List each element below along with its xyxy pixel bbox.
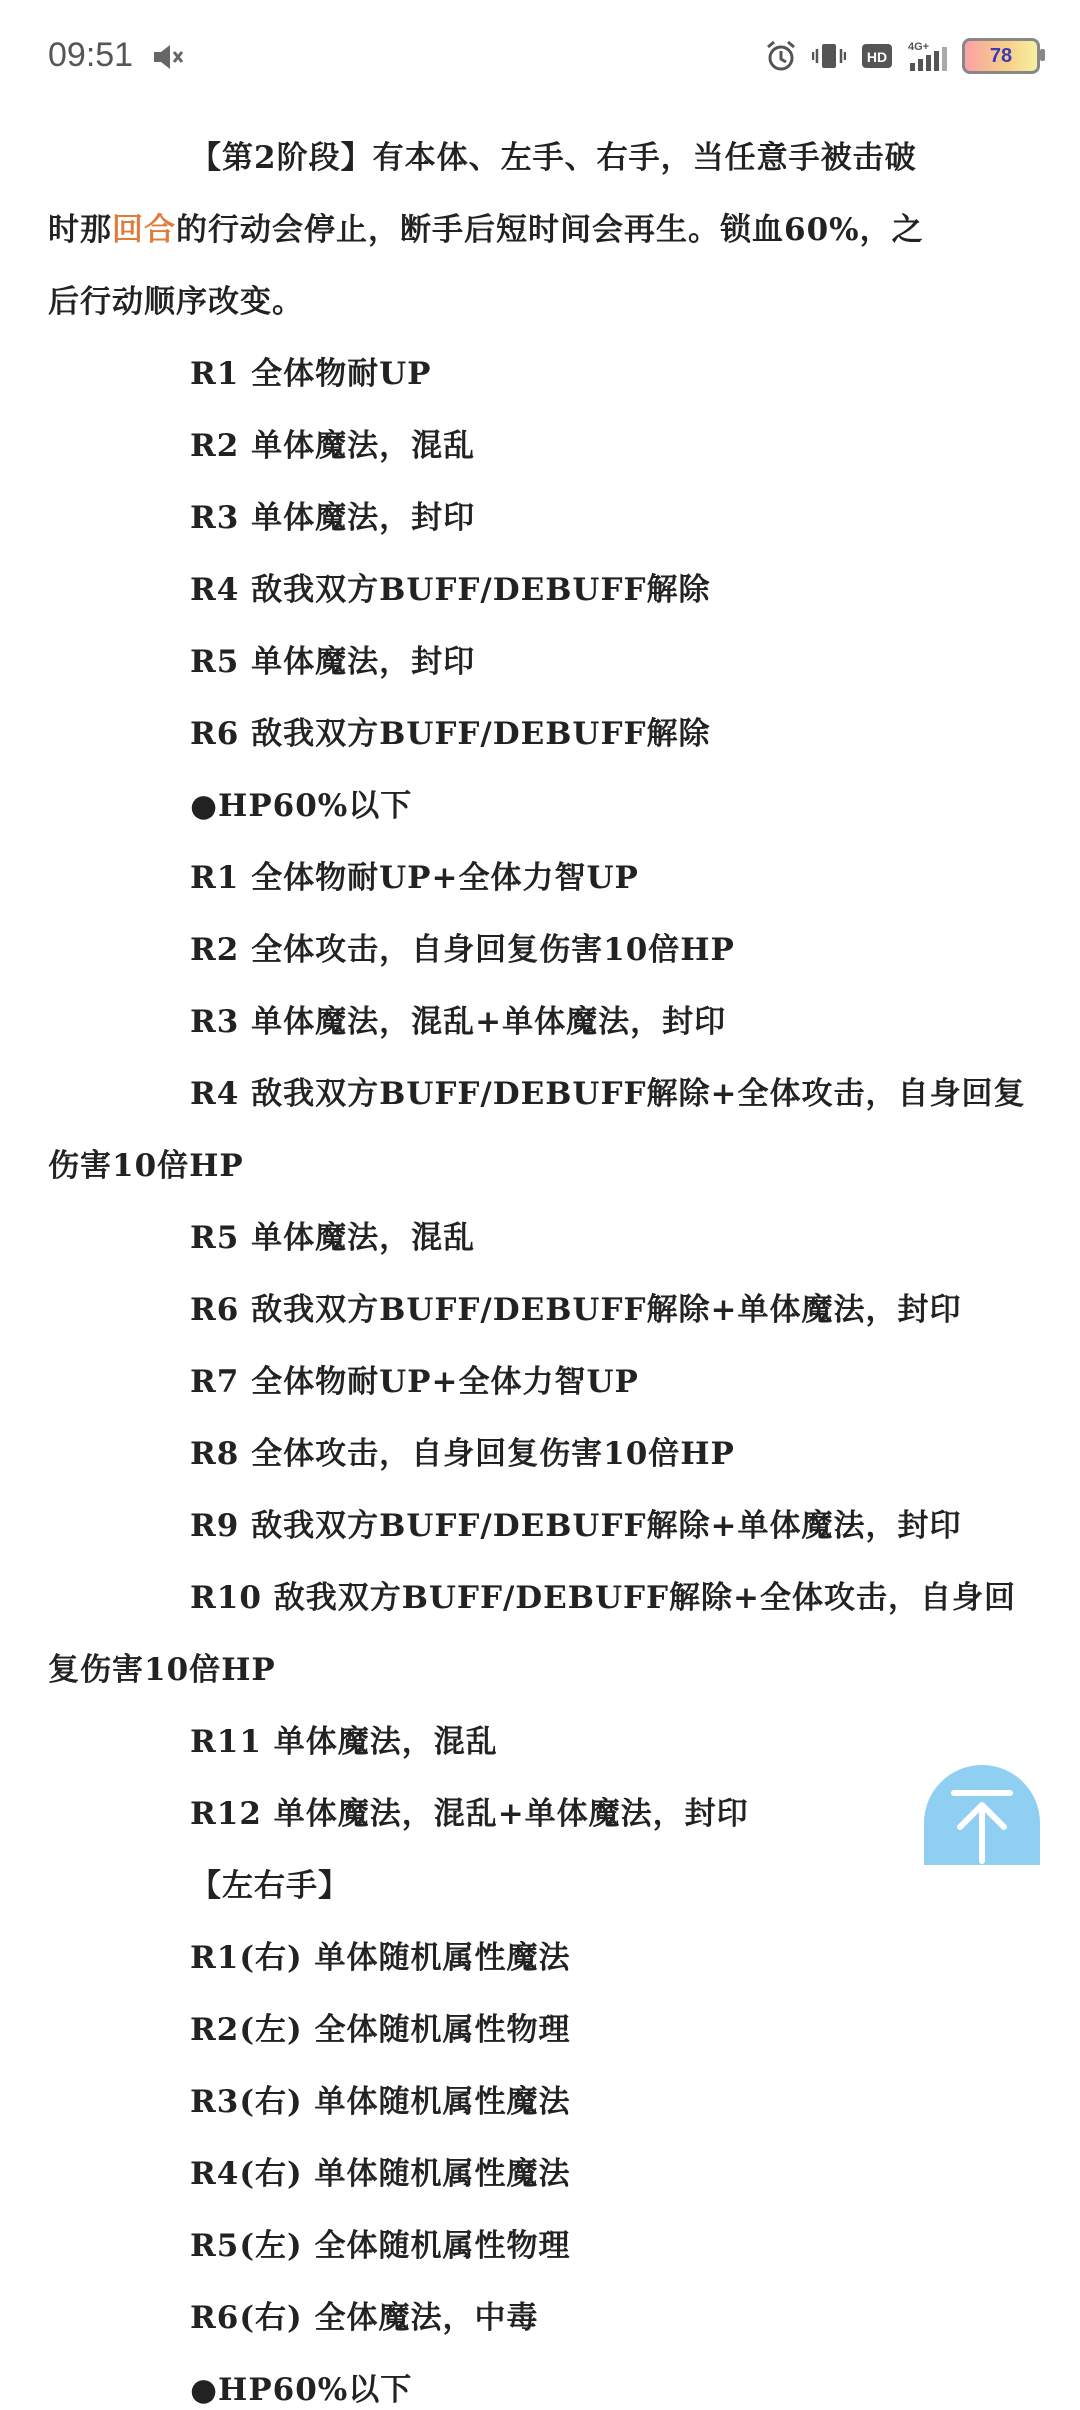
list-item: R3 单体魔法，封印: [190, 500, 476, 536]
list-item: R1 全体物耐UP: [190, 356, 432, 392]
list-item: R4(右) 单体随机属性魔法: [190, 2156, 571, 2192]
list-item: R3 单体魔法，混乱+单体魔法，封印: [190, 1004, 727, 1040]
list-item: R2(左) 全体随机属性物理: [190, 2012, 571, 2048]
list-item-continuation: 复伤害10倍HP: [48, 1652, 276, 1688]
list-item: R2 全体攻击，自身回复伤害10倍HP: [190, 932, 735, 968]
status-bar: [0, 0, 1080, 120]
svg-text:4G+: 4G+: [908, 41, 930, 53]
round-link[interactable]: 回合: [112, 212, 176, 248]
text-segment: 时那: [48, 212, 112, 248]
status-time: 09:51: [48, 36, 134, 74]
paragraph-line: 【第2阶段】有本体、左手、右手，当任意手被击破: [190, 140, 917, 176]
status-icons: [764, 38, 1040, 74]
section-heading: ●HP60%以下: [190, 788, 413, 824]
list-item: R6(右) 全体魔法，中毒: [190, 2300, 539, 2336]
paragraph-line: [48, 210, 924, 250]
list-item: R6 敌我双方BUFF/DEBUFF解除: [190, 716, 711, 752]
section-heading: ●HP60%以下: [190, 2372, 413, 2408]
arrow-up-icon: [924, 1765, 1040, 1865]
hd-icon: [860, 39, 894, 73]
paragraph-line: 后行动顺序改变。: [48, 284, 304, 320]
mute-icon: [150, 40, 184, 74]
list-item: R4 敌我双方BUFF/DEBUFF解除: [190, 572, 711, 608]
list-item: R5 单体魔法，混乱: [190, 1220, 476, 1256]
list-item: R4 敌我双方BUFF/DEBUFF解除+全体攻击，自身回复: [190, 1076, 1026, 1112]
list-item: R6 敌我双方BUFF/DEBUFF解除+单体魔法，封印: [190, 1292, 962, 1328]
alarm-icon: [764, 39, 798, 73]
list-item: R12 单体魔法，混乱+单体魔法，封印: [190, 1796, 749, 1832]
list-item: R3(右) 单体随机属性魔法: [190, 2084, 571, 2120]
list-item: R5 单体魔法，封印: [190, 644, 476, 680]
list-item: R1(右) 单体随机属性魔法: [190, 1940, 571, 1976]
list-item: R9 敌我双方BUFF/DEBUFF解除+单体魔法，封印: [190, 1508, 962, 1544]
svg-text:HD: HD: [866, 49, 888, 65]
battery-level: 78: [989, 44, 1013, 67]
list-item-continuation: 伤害10倍HP: [48, 1148, 244, 1184]
list-item: R1 全体物耐UP+全体力智UP: [190, 860, 639, 896]
list-item: R5(左) 全体随机属性物理: [190, 2228, 571, 2264]
list-item: R8 全体攻击，自身回复伤害10倍HP: [190, 1436, 735, 1472]
list-item: R10 敌我双方BUFF/DEBUFF解除+全体攻击，自身回: [190, 1580, 1017, 1616]
section-heading: 【左右手】: [190, 1868, 350, 1904]
list-item: R2 单体魔法，混乱: [190, 428, 476, 464]
list-item: R11 单体魔法，混乱: [190, 1724, 498, 1760]
list-item: R7 全体物耐UP+全体力智UP: [190, 1364, 639, 1400]
text-segment: 的行动会停止，断手后短时间会再生。锁血60%，之: [176, 212, 924, 248]
back-to-top-button[interactable]: [924, 1765, 1040, 1865]
battery-icon: [962, 38, 1040, 74]
vibrate-icon: [812, 39, 846, 73]
signal-4g-icon: [908, 39, 948, 73]
